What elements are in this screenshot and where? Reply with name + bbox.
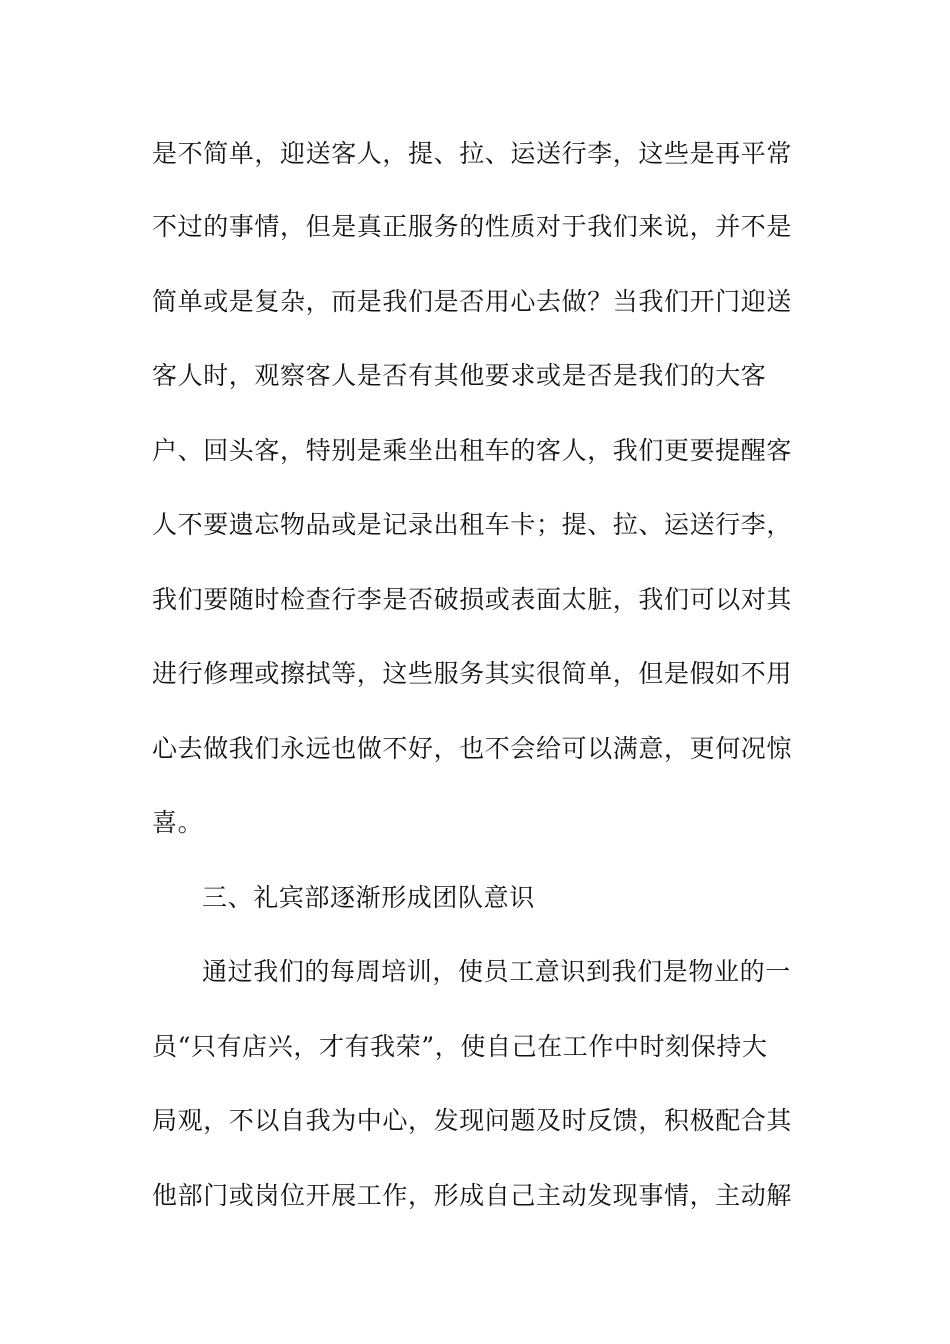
text-line: 进行修理或擦拭等，这些服务其实很简单，但是假如不用 xyxy=(152,659,793,688)
text-line: 员“只有店兴，才有我荣”，使自己在工作中时刻保持大 xyxy=(152,1032,768,1061)
text-line: 喜。 xyxy=(152,808,204,837)
text-line: 局观，不以自我为中心，发现问题及时反馈，积极配合其 xyxy=(152,1106,793,1135)
text-line: 他部门或岗位开展工作，形成自己主动发现事情，主动解 xyxy=(152,1181,793,1210)
text-line: 心去做我们永远也做不好，也不会给可以满意，更何况惊 xyxy=(152,734,793,763)
text-line: 通过我们的每周培训，使员工意识到我们是物业的一 xyxy=(202,957,791,986)
text-line: 人不要遗忘物品或是记录出租车卡；提、拉、运送行李， xyxy=(152,510,793,539)
text-line: 我们要随时检查行李是否破损或表面太脏，我们可以对其 xyxy=(152,585,793,614)
text-line: 简单或是复杂，而是我们是否用心去做？当我们开门迎送 xyxy=(152,287,793,316)
text-line: 户、回头客，特别是乘坐出租车的客人，我们更要提醒客 xyxy=(152,436,793,465)
section-heading: 三、礼宾部逐渐形成团队意识 xyxy=(202,883,535,912)
text-line: 客人时，观察客人是否有其他要求或是否是我们的大客 xyxy=(152,361,767,390)
text-line: 不过的事情，但是真正服务的性质对于我们来说，并不是 xyxy=(152,212,793,241)
text-line: 是不简单，迎送客人，提、拉、运送行李，这些是再平常 xyxy=(152,139,793,168)
